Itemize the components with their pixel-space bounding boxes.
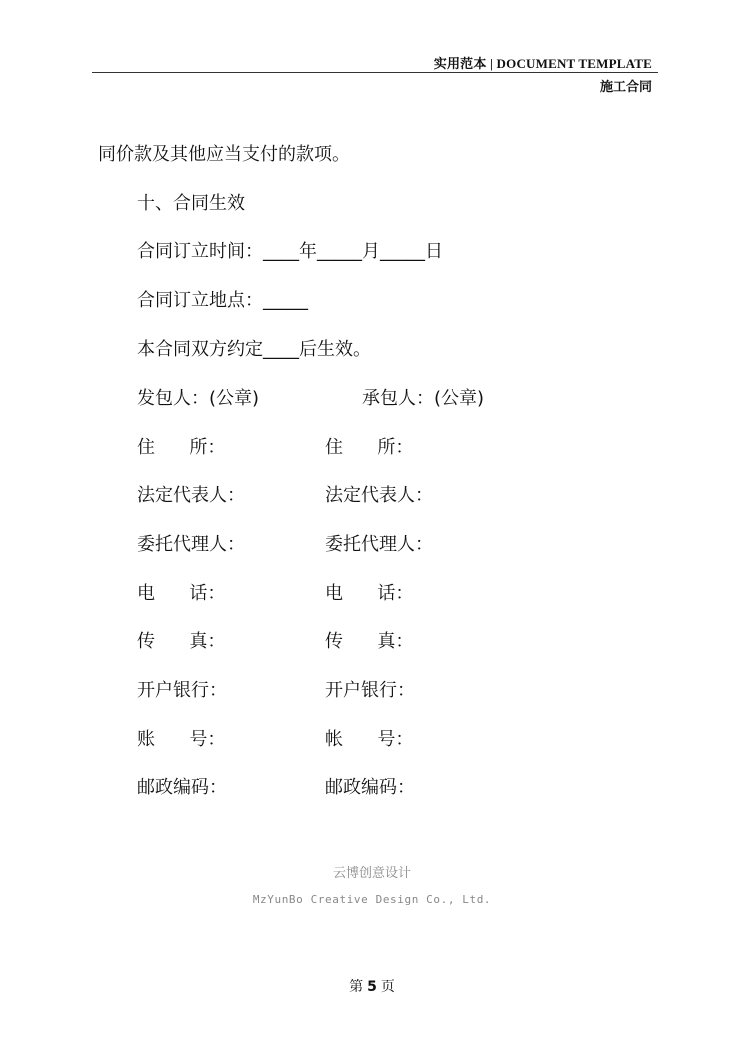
party-left-label: 发包人：(公章) bbox=[137, 388, 260, 409]
party-left-label: 邮政编码： bbox=[137, 777, 227, 798]
party-left-label: 住 所： bbox=[137, 437, 226, 458]
party-right-label: 住 所： bbox=[325, 437, 414, 458]
party-left-label: 法定代表人： bbox=[137, 485, 245, 506]
page-number bbox=[0, 976, 744, 996]
party-left-label: 账 号： bbox=[137, 729, 226, 750]
header-divider bbox=[92, 72, 658, 73]
party-right-label: 传 真： bbox=[325, 631, 414, 652]
footer-company-en: MzYunBo Creative Design Co., Ltd. bbox=[252, 893, 492, 906]
footer-company-cn: 云博创意设计 bbox=[332, 866, 411, 881]
page-suffix: 页 bbox=[380, 979, 395, 995]
effective-line: 本合同双方约定____后生效。 bbox=[137, 339, 371, 360]
section-heading: 十、合同生效 bbox=[137, 193, 245, 214]
party-right-label: 承包人：(公章) bbox=[362, 388, 485, 409]
party-right-label: 开户银行： bbox=[325, 680, 415, 701]
body-continuation-line: 同价款及其他应当支付的款项。 bbox=[98, 144, 350, 165]
party-right-label: 邮政编码： bbox=[325, 777, 415, 798]
party-left-label: 委托代理人： bbox=[137, 534, 245, 555]
party-right-label: 法定代表人： bbox=[325, 485, 433, 506]
signing-time-line: 合同订立时间：____年_____月_____日 bbox=[137, 241, 443, 262]
header-title: 实用范本 | DOCUMENT TEMPLATE bbox=[433, 56, 652, 71]
party-right-label: 委托代理人： bbox=[325, 534, 433, 555]
party-left-label: 电 话： bbox=[137, 583, 226, 604]
party-right-label: 帐 号： bbox=[325, 729, 414, 750]
signing-place-line: 合同订立地点：_____ bbox=[137, 290, 308, 311]
header-subtitle: 施工合同 bbox=[599, 80, 652, 95]
party-left-label: 开户银行： bbox=[137, 680, 227, 701]
party-left-label: 传 真： bbox=[137, 631, 226, 652]
page-prefix: 第 bbox=[349, 979, 364, 995]
page-number-value: 5 bbox=[367, 979, 377, 995]
party-right-label: 电 话： bbox=[325, 583, 414, 604]
